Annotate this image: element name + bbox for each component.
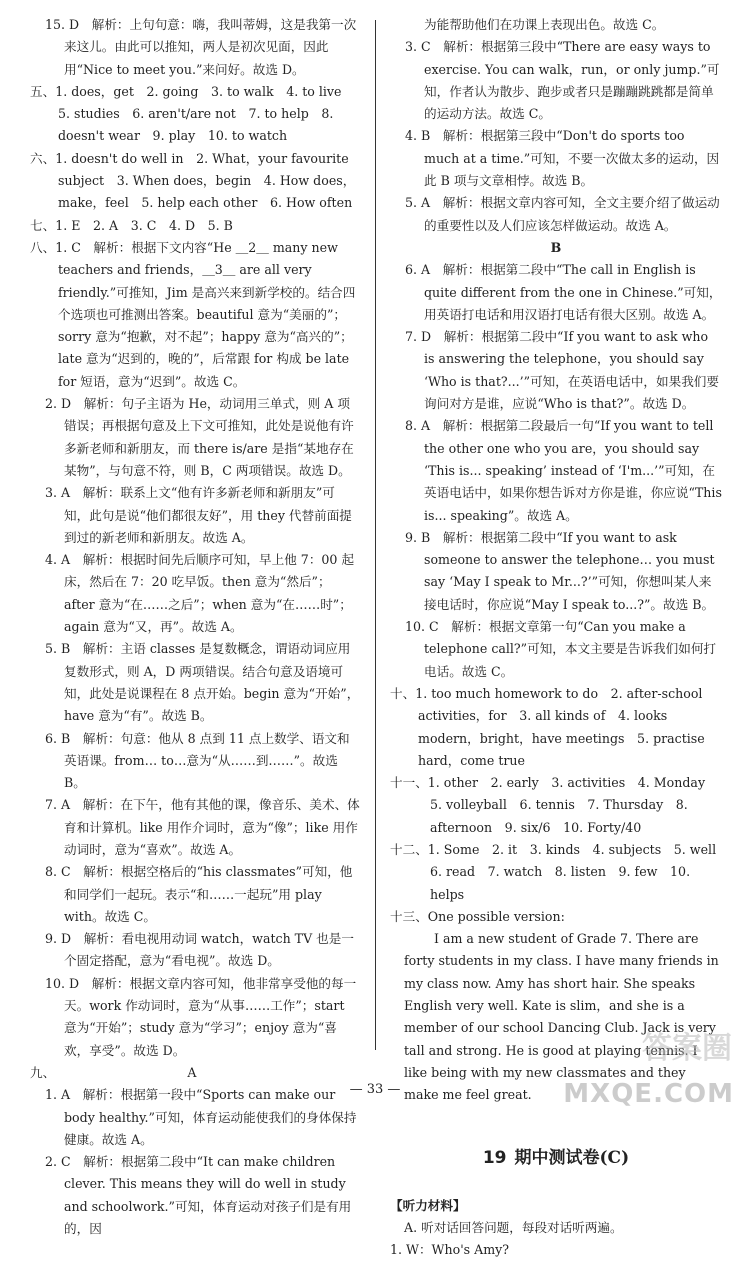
answer-line: 2. C 解析：根据第二段中“It can make children clever. This means they will do well in study and schoolwork.”可知，体育运动对孩子们是有用的，因 [45, 1154, 352, 1237]
right-answer-lines [390, 14, 729, 1107]
listening-heading: 【听力材料】 [390, 1197, 466, 1213]
answer-line: 十三、One possible version: [390, 908, 565, 924]
answer-line: 3. A 解析：联系上文“他有许多新老师和新朋友”可知，此句是说“他们都很友好”，用 they 代替前面提到过的新老师和新朋友。故选 A。 [45, 485, 352, 545]
answer-line: 八、1. C 解析：根据下文内容“He ＿2＿ many new teachers and friends，＿3＿ are all very friendly.”可推知，Jim 是高兴来到新学校的。结合四个选项也可推测出答案。beautiful 意为“美丽的”；sorry 意为“抱歉，对不起”；happy 意为“高兴的”；late 意为“迟到的，晚的”，后常跟 for 构成 be late for 短语，意为“迟到”。故选 C。 [30, 239, 356, 389]
answer-line: 7. A 解析：在下午，他有其他的课，像音乐、美术、体育和计算机。like 用作介词时，意为“像”；like 用作动词时，意为“喜欢”。故选 A。 [45, 797, 360, 857]
answer-line: 10. D 解析：根据文章内容可知，他非常享受他的每一天。work 作动词时，意为“从事……工作”；start 意为“开始”；study 意为“学习”；enjoy 意为“喜欢，享受”。故选 D。 [45, 975, 357, 1058]
answer-line: 9. B 解析：根据第二段中“If you want to ask someone to answer the telephone… you must say ‘May I speak to Mr...?’”可知，你想叫某人来接电话时，你应说“May I speak to...?”。故选 B。 [405, 529, 715, 612]
answer-line: I am a new student of Grade 7. There are forty students in my class. I have many friends in my class now. Amy has short hair. She speaks English very well. Kate is slim，and she is a member of our school Dancing Club. Jack is very tall and strong. He is good at playing tennis. I like being with my new classmates and they make me feel great. [404, 931, 719, 1103]
listening-instruction: A. 听对话回答问题，每段对话听两遍。 [404, 1220, 623, 1236]
watermark-logo [563, 1023, 740, 1111]
watermark-bottom-text: MXQE.COM [563, 1079, 734, 1109]
answer-line: 4. A 解析：根据时间先后顺序可知，早上他 7：00 起床，然后在 7：20 吃早饭。then 意为“然后”；after 意为“在……之后”；when 意为“在……时”；again 意为“又，再”。故选 A。 [45, 552, 355, 635]
answer-line: 十、1. too much homework to do 2. after-school activities，for 3. all kinds of 4. looks modern，bright，have meetings 5. practise hard，come true [390, 685, 705, 768]
left-column [30, 14, 360, 1240]
answer-line: 4. B 解析：根据第三段中“Don't do sports too much at a time.”可知，不要一次做太多的运动，因此 B 项与文章相悖。故选 B。 [405, 128, 720, 189]
answer-line: 为能帮助他们在功课上表现出色。故选 C。 [424, 17, 665, 32]
answer-line: 15. D 解析：上句句意：嗨，我叫蒂姆，这是我第一次来这儿。由此可以推知，两人是初次见面，因此用“Nice to meet you.”来问好。故选 D。 [45, 17, 357, 77]
answer-line: 8. C 解析：根据空格后的“his classmates”可知，他和同学们一起玩。表示“和……一起玩”用 play with。故选 C。 [45, 864, 353, 924]
answer-line: 3. C 解析：根据第三段中“There are easy ways to exercise. You can walk，run，or only jump.”可知，作者认为散步、跑步或者只是蹦蹦跳跳都是简单的运动方法。故选 C。 [405, 39, 720, 122]
answer-line: 8. A 解析：根据第二段最后一句“If you want to tell the other one who you are，you should say ‘This is... speaking’ instead of ‘I'm...’”可知，在英语电话中，如果你想告诉对方你是谁，你应说“This is... speaking”。故选 A。 [405, 418, 722, 523]
answer-line: 七、1. E 2. A 3. C 4. D 5. B [30, 217, 233, 233]
answer-line: 五、1. does，get 2. going 3. to walk 4. to live 5. studies 6. aren't/are not 7. to help 8. doesn't wear 9. play 10. to watch [30, 83, 355, 144]
answer-line: 1. A 解析：根据第一段中“Sports can make our body healthy.”可知，体育运动能使我们的身体保持健康。故选 A。 [45, 1087, 357, 1147]
answer-line: 9. D 解析：看电视用动词 watch，watch TV 也是一个固定搭配，意为“看电视”。故选 D。 [45, 931, 354, 969]
answer-line: B [550, 239, 562, 255]
section-title: 期中测试卷(C) [514, 1147, 630, 1168]
answer-line: 十二、1. Some 2. it 3. kinds 4. subjects 5. well 6. read 7. watch 8. listen 9. few 10. helps [390, 841, 729, 902]
answer-line: 5. A 解析：根据文章内容可知，全文主要介绍了做运动的重要性以及人们应该怎样做运动。故选 A。 [405, 195, 720, 233]
answer-line: 2. D 解析：句子主语为 He，动词用三单式，则 A 项错误；再根据句意及上下文可推知，此处是说他有许多新老师和新朋友，而 there is/are 是指“某地存在某物”，与句意不符，则 B，C 两项错误。故选 D。 [45, 396, 354, 478]
listening-first-line: 1. W：Who's Amy? [390, 1242, 510, 1258]
watermark-top-text: 答案圈 [642, 1031, 732, 1066]
section-number: 19 [482, 1147, 507, 1168]
page-number: — 33 — [349, 1082, 401, 1097]
answer-line: 十一、1. other 2. early 3. activities 4. Monday 5. volleyball 6. tennis 7. Thursday 8. afternoon 9. six/6 10. Forty/40 [390, 775, 718, 835]
answer-line: 6. B 解析：句意：他从 8 点到 11 点上数学、语文和英语课。from… to…意为“从……到……”。故选 B。 [45, 730, 350, 791]
answer-line: 10. C 解析：根据文章第一句“Can you make a telephone call?”可知，本文主要是告诉我们如何打电话。故选 C。 [405, 619, 717, 679]
answer-line: 九、 A [30, 1064, 197, 1080]
section-heading [390, 1147, 722, 1169]
column-divider [375, 20, 376, 1050]
answer-line: 六、1. doesn't do well in 2. What，your favourite subject 3. When does，begin 4. How does，make，feel 5. help each other 6. How often [30, 150, 356, 211]
answer-line: 6. A 解析：根据第二段中“The call in English is quite different from the one in Chinese.”可知，用英语打电话和用汉语打电话有很大区别。故选 A。 [405, 262, 722, 322]
answer-line: 5. B 解析：主语 classes 是复数概念，谓语动词应用复数形式，则 A，D 两项错误。结合句意及语境可知，此处是说课程在 8 点开始。begin 意为“开始”，have 意为“有”。故选 B。 [45, 641, 360, 724]
answer-line: 7. D 解析：根据第二段中“If you want to ask who is answering the telephone，you should say ‘Who is that?...’”可知，在英语电话中，如果我们要询问对方是谁，应说“Who is that?”。故选 D。 [405, 329, 719, 412]
